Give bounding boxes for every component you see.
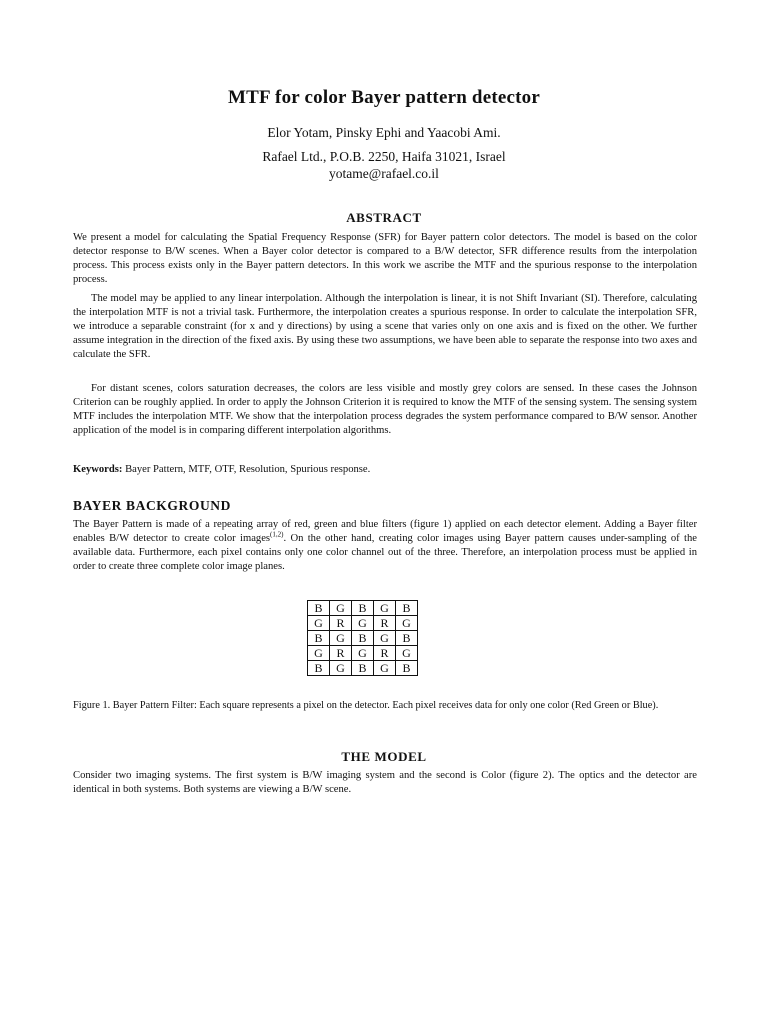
citation-reference: (1,2) [270, 530, 284, 539]
bayer-background-paragraph [73, 518, 697, 575]
grid-cell: G [352, 646, 374, 661]
grid-cell: R [374, 646, 396, 661]
grid-cell: G [374, 601, 396, 616]
bayer-text-part-1: The Bayer Pattern is made of a repeating array of red, green and blue filters (figure 1) applied on each detector element. Adding a Bayer filter enables B/W detector to create color images [73, 518, 697, 544]
grid-cell: R [330, 646, 352, 661]
bayer-background-heading: BAYER BACKGROUND [73, 498, 231, 513]
keywords-list: Bayer Pattern, MTF, OTF, Resolution, Spurious response. [122, 463, 371, 475]
grid-cell: G [330, 601, 352, 616]
grid-cell: G [330, 661, 352, 676]
grid-cell: B [352, 661, 374, 676]
authors: Elor Yotam, Pinsky Ephi and Yaacobi Ami. [267, 125, 501, 140]
affiliation: Rafael Ltd., P.O.B. 2250, Haifa 31021, Israel [262, 149, 506, 164]
abstract-paragraph-1: We present a model for calculating the Spatial Frequency Response (SFR) for Bayer pattern color detectors. The model is based on the color detector response to B/W scenes. When a Bayer color detector is compared to a B/W detector, SFR difference results from the interpolation process. This process exists only in the Bayer pattern detectors. In this work we ascribe the MTF and the spurious response to the interpolation process. [73, 231, 697, 286]
keywords [73, 463, 697, 477]
abstract-paragraph-2: The model may be applied to any linear interpolation. Although the interpolation is linear, it is not Shift Invariant (SI). Therefore, calculating the interpolation MTF is not a trivial task. Furthermore, the interpolation creates a spurious response. In order to calculate the interpolation SFR, we introduce a separable constraint (for x and y directions) by using a scene that varies only on one axis and is fixed on the other. We further assume integration in the direction of the fixed axis. By using these two assumptions, we have been able to separate the response into two axes and calculate the SFR. [73, 292, 697, 361]
keywords-label: Keywords: [73, 463, 123, 475]
grid-cell: G [308, 646, 330, 661]
grid-row [308, 631, 418, 646]
grid-cell: B [308, 661, 330, 676]
grid-cell: B [308, 631, 330, 646]
abstract-paragraph-3: For distant scenes, colors saturation decreases, the colors are less visible and mostly grey colors are sensed. In these cases the Johnson Criterion can be roughly applied. In order to apply the Johnson Criterion it is required to know the MTF of the sensing system. The sensing system MTF includes the interpolation MTF. We show that the interpolation process degrades the system performance compared to B/W sensor. Another application of the model is in comparing different interpolation algorithms. [73, 382, 697, 437]
grid-cell: G [396, 646, 418, 661]
grid-cell: B [308, 601, 330, 616]
grid-row [308, 661, 418, 676]
grid-row [308, 601, 418, 616]
grid-cell: B [396, 601, 418, 616]
grid-row [308, 646, 418, 661]
paper-title: MTF for color Bayer pattern detector [228, 87, 540, 108]
bayer-text-part-2: . On the other hand, creating color images using Bayer pattern causes under-sampling of the available data. Furthermore, each pixel contains only one color channel out of the three. Therefore, an interpolation process must be applied in order to create three complete color image planes. [73, 532, 697, 573]
grid-cell: G [374, 661, 396, 676]
figure-1-caption: Figure 1. Bayer Pattern Filter: Each square represents a pixel on the detector. Each pixel receives data for only one color (Red Green or Blue). [73, 700, 659, 711]
grid-cell: B [396, 631, 418, 646]
grid-cell: G [308, 616, 330, 631]
email: yotame@rafael.co.il [329, 166, 439, 181]
grid-cell: B [352, 601, 374, 616]
grid-cell: G [352, 616, 374, 631]
grid-cell: G [396, 616, 418, 631]
grid-row [308, 616, 418, 631]
grid-cell: R [330, 616, 352, 631]
the-model-heading: THE MODEL [341, 749, 427, 764]
grid-cell: R [374, 616, 396, 631]
grid-cell: B [352, 631, 374, 646]
the-model-paragraph: Consider two imaging systems. The first system is B/W imaging system and the second is Color (figure 2). The optics and the detector are identical in both systems. Both systems are viewing a B/W scene. [73, 769, 697, 795]
bayer-pattern-grid [307, 600, 418, 676]
grid-cell: G [374, 631, 396, 646]
abstract-heading: ABSTRACT [346, 210, 422, 225]
grid-cell: B [396, 661, 418, 676]
grid-cell: G [330, 631, 352, 646]
